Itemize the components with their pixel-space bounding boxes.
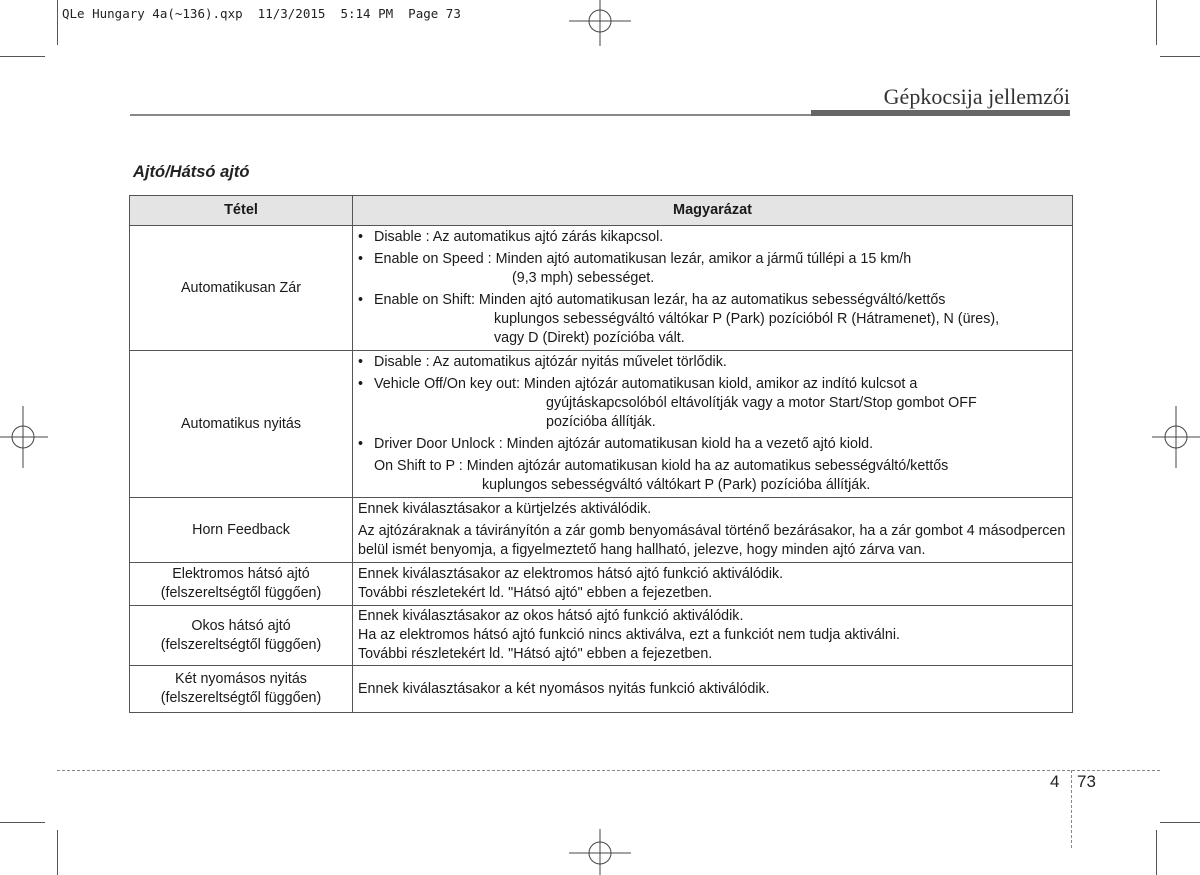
description-paragraph: Ennek kiválasztásakor az elektromos hátsó ajtó funkció aktiválódik. [358,566,784,582]
description-cell [353,498,1073,563]
chapter-number: 4 [1050,772,1060,791]
bullet-icon: • [358,436,364,452]
item-note: (felszereltségtől függően) [160,585,322,601]
bullet-text: Enable on Shift: Minden ajtó automatikusan lezár, ha az automatikus sebességváltó/kettős [374,292,946,308]
crop-mark-tr-v [1156,0,1157,45]
item-cell [130,226,353,351]
bullet-text: Vehicle Off/On key out: Minden ajtózár automatikusan kiold, amikor az indító kulcsot a [374,376,918,392]
description-paragraph: Ennek kiválasztásakor a két nyomásos nyitás funkció aktiválódik. [358,680,770,697]
description-cell [353,351,1073,498]
bullet-text: Driver Door Unlock : Minden ajtózár automatikusan kiold ha a vezető ajtó kiold. [374,436,874,452]
description-paragraph: További részletekért ld. "Hátsó ajtó" ebben a fejezetben. [358,646,713,662]
sub-item-text: On Shift to P : Minden ajtózár automatikusan kiold ha az automatikus sebességváltó/kettős [374,458,949,474]
crop-mark-bl-v [57,830,58,875]
description-paragraph: Ennek kiválasztásakor az okos hátsó ajtó funkció aktiválódik. [358,608,744,624]
description-cell [353,226,1073,351]
item-cell [130,563,353,606]
settings-table [129,195,1073,713]
header-item: Tétel [130,196,353,226]
item-label: Okos hátsó ajtó [191,617,291,634]
table-row [130,563,1073,606]
bullet-item [358,228,1066,247]
crop-mark-br-v [1156,830,1157,875]
bullet-continuation: kuplungos sebességváltó váltókar P (Park) pozícióból R (Hátramenet), N (üres), [494,311,1000,327]
print-slug: QLe Hungary 4a(~136).qxp 11/3/2015 5:14 PM Page 73 [62,6,461,21]
bullet-continuation: pozícióba állítják. [546,414,656,430]
table-row [130,498,1073,563]
item-label: Automatikusan Zár [181,279,301,296]
registration-mark-right [1152,406,1200,468]
bullet-text: Disable : Az automatikus ajtó zárás kikapcsol. [374,229,664,245]
item-note: (felszereltségtől függően) [160,636,322,653]
bullet-icon: • [358,251,364,267]
registration-mark-top [569,0,631,46]
footer-vertical-dashed-rule [1071,770,1072,848]
bullet-text: Disable : Az automatikus ajtózár nyitás művelet törlődik. [374,354,727,370]
description-paragraph: Ennek kiválasztásakor a kürtjelzés aktiválódik. [358,501,652,517]
crop-mark-tl-h [0,56,45,57]
header-description: Magyarázat [353,196,1073,226]
item-label: Két nyomásos nyitás [175,671,307,687]
bullet-item [358,435,1066,454]
bullet-item [358,353,1066,372]
description-paragraph: Az ajtózáraknak a távirányítón a zár gomb benyomásával történő bezárásakor, ha a zár gombot 4 másodpercen belül ismét benyomja, a figyelmeztető hang hallható, jelezve, hogy minden ajtó zárva van. [358,523,1066,558]
item-cell [130,498,353,563]
sub-item [374,457,1066,495]
item-label: Elektromos hátsó ajtó [172,566,310,582]
table-row [130,351,1073,498]
sub-item-continuation: kuplungos sebességváltó váltókart P (Park) pozícióba állítják. [482,477,871,493]
crop-mark-bl-h [0,822,45,823]
item-label: Horn Feedback [192,521,290,538]
bullet-item [358,250,1066,288]
bullet-text: Enable on Speed : Minden ajtó automatikusan lezár, amikor a jármű túllépi a 15 km/h [374,251,912,267]
registration-mark-bottom [569,829,631,875]
description-cell [353,606,1073,666]
item-cell [130,351,353,498]
crop-mark-br-h [1160,822,1200,823]
table-row [130,226,1073,351]
bullet-icon: • [358,292,364,308]
crop-mark-tl-v [57,0,58,45]
page-number: 73 [1077,772,1096,791]
bullet-item [358,291,1066,348]
item-cell [130,606,353,666]
item-cell [130,666,353,713]
description-paragraph: További részletekért ld. "Hátsó ajtó" ebben a fejezetben. [358,585,713,601]
table-header-row [130,196,1073,226]
table-row [130,666,1073,713]
description-cell [353,563,1073,606]
section-title: Ajtó/Hátsó ajtó [133,163,250,181]
bullet-continuation: (9,3 mph) sebességet. [512,270,655,286]
crop-mark-tr-h [1160,56,1200,57]
registration-mark-left [0,406,48,468]
bullet-icon: • [358,376,364,392]
footer-dashed-rule [57,770,1160,771]
item-label: Automatikus nyitás [181,415,301,432]
bullet-continuation: vagy D (Direkt) pozícióba vált. [494,330,685,346]
bullet-item [358,375,1066,432]
bullet-icon: • [358,354,364,370]
header-bar [811,110,1070,116]
description-cell [353,666,1073,713]
chapter-header-title: Gépkocsija jellemzői [883,84,1070,109]
bullet-icon: • [358,229,364,245]
bullet-continuation: gyújtáskapcsolóból eltávolítják vagy a motor Start/Stop gombot OFF [546,395,977,411]
description-paragraph: Ha az elektromos hátsó ajtó funkció nincs aktiválva, ezt a funkciót nem tudja aktiválni. [358,627,900,643]
table-row [130,606,1073,666]
header-rule [130,114,811,116]
item-note: (felszereltségtől függően) [160,690,322,706]
